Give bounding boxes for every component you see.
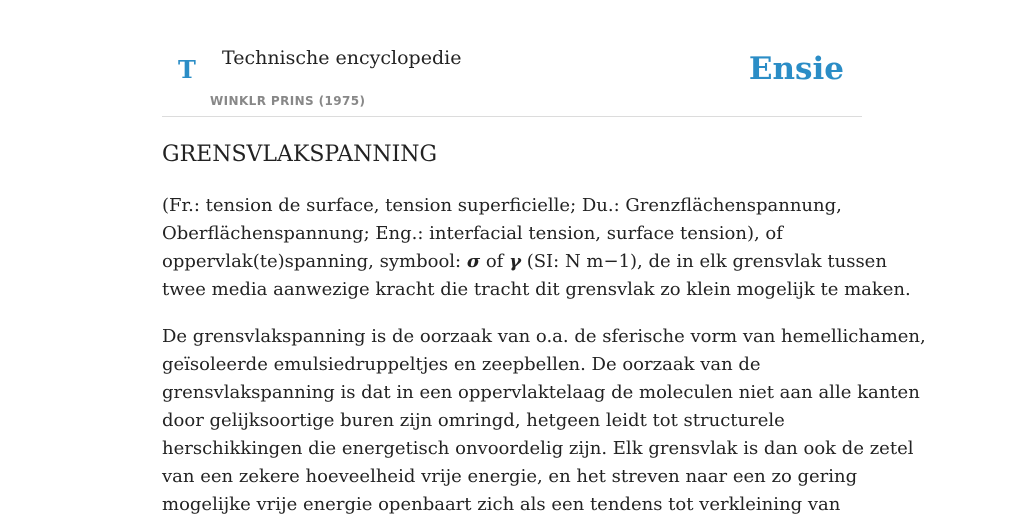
text-line: Oberflächenspannung; Eng.: interfacial tension, surface tension), of [162, 223, 783, 244]
definition-paragraph [162, 192, 911, 304]
text-line: mogelijke vrije energie openbaart zich als een tendens tot verkleining van [162, 494, 841, 515]
text-segment: oppervlak(te)spanning, symbool: [162, 251, 467, 272]
ensie-logo[interactable]: Ensie [748, 51, 844, 87]
text-line: herschikkingen die energetisch onvoordelig zijn. Elk grensvlak is dan ook de zetel [162, 438, 914, 459]
text-line: van een zekere hoeveelheid vrije energie, en het streven naar een zo gering [162, 466, 858, 487]
page [162, 0, 926, 515]
header [162, 0, 862, 117]
text-segment: of [480, 251, 510, 272]
text-segment: (SI: N m−1), de in elk grensvlak tussen [520, 251, 887, 272]
text-line: De grensvlakspanning is de oorzaak van o.a. de sferische vorm van hemellichamen, [162, 326, 926, 347]
encyclopedia-title[interactable]: Technische encyclopedie [222, 47, 462, 69]
explanation-paragraph [162, 323, 926, 519]
gamma-symbol: γ [509, 251, 521, 272]
text-line: grensvlakspanning is dat in een oppervlaktelaag de moleculen niet aan alle kanten [162, 382, 920, 403]
text-line: (Fr.: tension de surface, tension superficielle; Du.: Grenzflächenspannung, [162, 195, 842, 216]
text-line: twee media aanwezige kracht die tracht dit grensvlak zo klein mogelijk te maken. [162, 279, 911, 300]
text-line: geïsoleerde emulsiedruppeltjes en zeepbellen. De oorzaak van de [162, 354, 761, 375]
encyclopedia-subtitle: WINKLR PRINS (1975) [210, 94, 366, 108]
text-line [162, 248, 887, 276]
text-line: door gelijksoortige buren zijn omringd, hetgeen leidt tot structurele [162, 410, 785, 431]
encyclopedia-logo-icon[interactable]: T [178, 55, 196, 84]
sigma-symbol: σ [466, 251, 481, 272]
entry-title: GRENSVLAKSPANNING [162, 142, 438, 167]
